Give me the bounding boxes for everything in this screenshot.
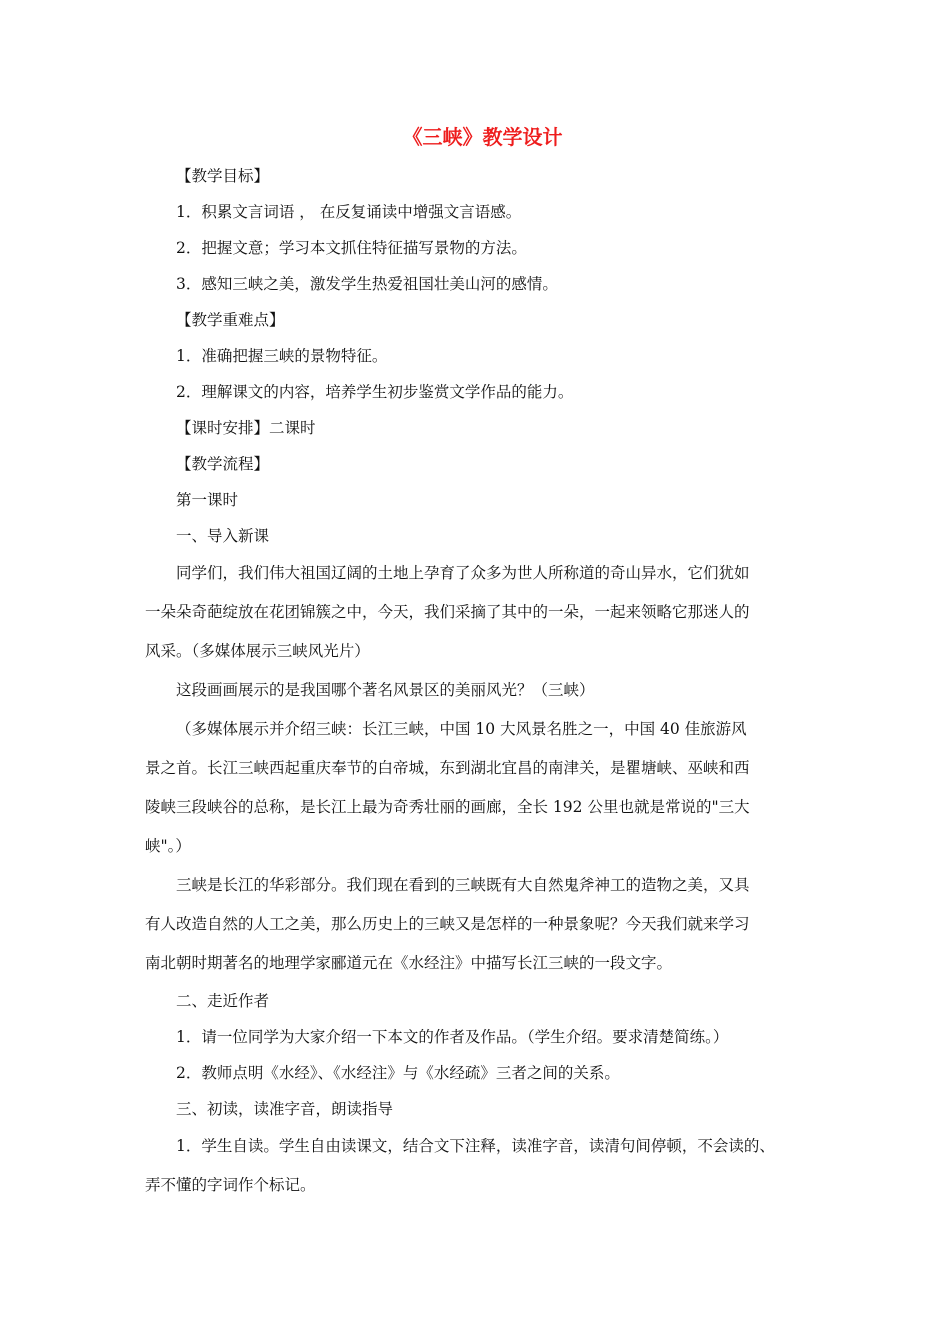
history-paragraph (145, 866, 820, 983)
objective-item: 2．把握文意；学习本文抓住特征描写景物的方法。 (176, 239, 527, 257)
paragraph-line: 峡"。） (145, 837, 191, 855)
paragraph-line: 陵峡三段峡谷的总称，是长江上最为奇秀壮丽的画廊，全长 192 公里也就是常说的"三大 (145, 798, 750, 816)
step1-heading: 一、导入新课 (176, 527, 270, 545)
paragraph-line: 这段画画展示的是我国哪个著名风景区的美丽风光？（三峡） (176, 681, 595, 699)
step2-heading: 二、走近作者 (176, 992, 270, 1010)
paragraph-line: （多媒体展示并介绍三峡：长江三峡，中国 10 大风景名胜之一，中国 40 佳旅游风 (176, 720, 747, 738)
document-page (145, 122, 820, 1205)
step2-item: 2．教师点明《水经》、《水经注》与《水经疏》三者之间的关系。 (176, 1064, 620, 1082)
intro-paragraph (145, 554, 820, 671)
key-point-item: 1．准确把握三峡的景物特征。 (176, 347, 388, 365)
lesson-one-label: 第一课时 (176, 491, 239, 509)
paragraph-line: 一朵朵奇葩绽放在花团锦簇之中，今天，我们采摘了其中的一朵，一起来领略它那迷人的 (145, 603, 750, 621)
key-point-item: 2．理解课文的内容，培养学生初步鉴赏文学作品的能力。 (176, 383, 574, 401)
schedule-line: 【课时安排】二课时 (176, 419, 316, 437)
key-points-heading: 【教学重难点】 (176, 311, 285, 329)
paragraph-line: 有人改造自然的人工之美，那么历史上的三峡又是怎样的一种景象呢？今天我们就来学习 (145, 915, 750, 933)
document-title: 《三峡》教学设计 (402, 125, 563, 149)
paragraph-line: 同学们，我们伟大祖国辽阔的土地上孕育了众多为世人所称道的奇山异水，它们犹如 (176, 564, 750, 582)
paragraph-line: 弄不懂的字词作个标记。 (145, 1176, 316, 1194)
three-gorges-intro-paragraph (145, 710, 820, 866)
paragraph-line: 三峡是长江的华彩部分。我们现在看到的三峡既有大自然鬼斧神工的造物之美，又具 (176, 876, 750, 894)
objective-item: 3．感知三峡之美，激发学生热爱祖国壮美山河的感情。 (176, 275, 558, 293)
step2-item: 1．请一位同学为大家介绍一下本文的作者及作品。（学生介绍。要求清楚简练。） (176, 1028, 729, 1046)
paragraph-line: 风采。（多媒体展示三峡风光片） (145, 642, 370, 660)
self-reading-paragraph (145, 1127, 820, 1205)
paragraph-line: 南北朝时期著名的地理学家郦道元在《水经注》中描写长江三峡的一段文字。 (145, 954, 673, 972)
objective-item: 1．积累文言词语 ， 在反复诵读中增强文言语感。 (176, 203, 522, 221)
objectives-heading: 【教学目标】 (176, 167, 270, 185)
question-paragraph (145, 671, 820, 710)
process-heading: 【教学流程】 (176, 455, 270, 473)
step3-heading: 三、初读，读准字音，朗读指导 (176, 1100, 394, 1118)
paragraph-line: 景之首。长江三峡西起重庆奉节的白帝城，东到湖北宜昌的南津关，是瞿塘峡、巫峡和西 (145, 759, 750, 777)
paragraph-line: 1．学生自读。学生自由读课文，结合文下注释，读准字音，读清句间停顿，不会读的、 (176, 1137, 775, 1155)
